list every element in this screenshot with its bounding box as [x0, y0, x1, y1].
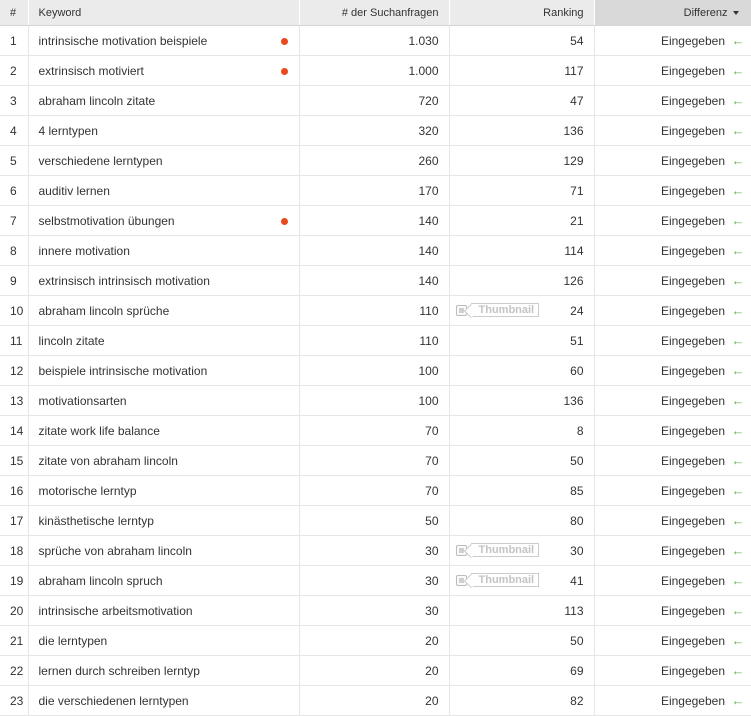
- ranking-value: 114: [564, 243, 584, 258]
- table-row[interactable]: [0, 626, 751, 656]
- keyword-cell[interactable]: [28, 506, 299, 536]
- status-dot-icon: [281, 38, 288, 45]
- ranking-cell: [449, 356, 594, 386]
- row-index: 20: [0, 596, 28, 626]
- keyword-text: abraham lincoln zitate: [38, 93, 156, 108]
- ranking-cell: [449, 116, 594, 146]
- sort-caret-icon: [733, 11, 739, 15]
- table-row[interactable]: [0, 116, 751, 146]
- ranking-value: 60: [570, 363, 584, 378]
- table-row[interactable]: [0, 476, 751, 506]
- ranking-value: 8: [576, 423, 584, 438]
- search-volume: 30: [299, 536, 449, 566]
- keyword-text: verschiedene lerntypen: [38, 153, 163, 168]
- row-index: 21: [0, 626, 28, 656]
- ranking-value: 21: [570, 213, 584, 228]
- keyword-text: beispiele intrinsische motivation: [38, 363, 208, 378]
- difference-cell: [594, 476, 751, 506]
- ranking-cell: [449, 686, 594, 716]
- ranking-cell: [449, 26, 594, 56]
- keyword-cell[interactable]: [28, 416, 299, 446]
- search-volume: 110: [299, 296, 449, 326]
- search-volume: 140: [299, 236, 449, 266]
- keyword-cell[interactable]: [28, 626, 299, 656]
- thumbnail-tag[interactable]: [456, 303, 540, 317]
- ranking-value: 54: [570, 33, 584, 48]
- arrow-left-icon: ←: [731, 573, 745, 588]
- row-index: 2: [0, 56, 28, 86]
- difference-text: Eingegeben: [660, 94, 725, 108]
- row-index: 14: [0, 416, 28, 446]
- table-row[interactable]: [0, 506, 751, 536]
- ranking-value: 113: [564, 603, 584, 618]
- table-row[interactable]: [0, 266, 751, 296]
- ranking-value: 71: [570, 183, 584, 198]
- difference-text: Eingegeben: [660, 244, 725, 258]
- keyword-cell[interactable]: [28, 566, 299, 596]
- table-row[interactable]: [0, 296, 751, 326]
- column-header-searches[interactable]: # der Suchanfragen: [299, 0, 449, 26]
- row-index: 23: [0, 686, 28, 716]
- keyword-cell[interactable]: [28, 116, 299, 146]
- difference-text: Eingegeben: [660, 64, 725, 78]
- difference-text: Eingegeben: [660, 664, 725, 678]
- keyword-text: die lerntypen: [38, 633, 108, 648]
- ranking-cell: [449, 626, 594, 656]
- keyword-cell[interactable]: [28, 206, 299, 236]
- ranking-cell: [449, 326, 594, 356]
- keyword-text: extrinsisch motiviert: [38, 63, 144, 78]
- keyword-text: abraham lincoln sprüche: [38, 303, 170, 318]
- search-volume: 1.000: [299, 56, 449, 86]
- ranking-cell: [449, 386, 594, 416]
- keyword-cell[interactable]: [28, 296, 299, 326]
- ranking-value: 51: [570, 333, 584, 348]
- keyword-cell[interactable]: [28, 56, 299, 86]
- ranking-value: 41: [570, 573, 584, 588]
- ranking-cell: [449, 596, 594, 626]
- table-row[interactable]: [0, 686, 751, 716]
- row-index: 9: [0, 266, 28, 296]
- ranking-cell: [449, 476, 594, 506]
- keyword-text: die verschiedenen lerntypen: [38, 693, 189, 708]
- table-row[interactable]: [0, 416, 751, 446]
- arrow-left-icon: ←: [731, 453, 745, 468]
- keyword-cell[interactable]: [28, 356, 299, 386]
- table-header-row: [0, 0, 751, 26]
- row-index: 16: [0, 476, 28, 506]
- arrow-left-icon: ←: [731, 333, 745, 348]
- row-index: 17: [0, 506, 28, 536]
- difference-text: Eingegeben: [660, 124, 725, 138]
- table-row[interactable]: [0, 386, 751, 416]
- keyword-cell[interactable]: [28, 386, 299, 416]
- difference-text: Eingegeben: [660, 574, 725, 588]
- arrow-left-icon: ←: [731, 483, 745, 498]
- row-index: 15: [0, 446, 28, 476]
- row-index: 5: [0, 146, 28, 176]
- ranking-cell: [449, 446, 594, 476]
- table-row[interactable]: [0, 26, 751, 56]
- column-header-index[interactable]: #: [0, 0, 28, 26]
- thumbnail-tag[interactable]: [456, 573, 540, 587]
- search-volume: 20: [299, 626, 449, 656]
- arrow-left-icon: ←: [731, 543, 745, 558]
- difference-text: Eingegeben: [660, 694, 725, 708]
- status-dot-icon: [281, 218, 288, 225]
- keyword-text: intrinsische arbeitsmotivation: [38, 603, 193, 618]
- difference-text: Eingegeben: [660, 514, 725, 528]
- keyword-cell[interactable]: [28, 26, 299, 56]
- keyword-text: extrinsisch intrinsisch motivation: [38, 273, 210, 288]
- difference-text: Eingegeben: [660, 154, 725, 168]
- table-row[interactable]: [0, 356, 751, 386]
- arrow-left-icon: ←: [731, 33, 745, 48]
- row-index: 8: [0, 236, 28, 266]
- difference-text: Eingegeben: [660, 484, 725, 498]
- arrow-left-icon: ←: [731, 93, 745, 108]
- ranking-cell: [449, 176, 594, 206]
- ranking-value: 80: [570, 513, 584, 528]
- search-volume: 140: [299, 266, 449, 296]
- search-volume: 70: [299, 416, 449, 446]
- ranking-value: 69: [570, 663, 584, 678]
- keyword-cell[interactable]: [28, 536, 299, 566]
- difference-text: Eingegeben: [660, 364, 725, 378]
- difference-cell: [594, 536, 751, 566]
- difference-text: Eingegeben: [660, 604, 725, 618]
- ranking-cell: [449, 296, 594, 326]
- ranking-cell: [449, 146, 594, 176]
- row-index: 18: [0, 536, 28, 566]
- arrow-left-icon: ←: [731, 63, 745, 78]
- table-row[interactable]: [0, 236, 751, 266]
- keyword-cell[interactable]: [28, 446, 299, 476]
- difference-text: Eingegeben: [660, 544, 725, 558]
- keyword-text: lernen durch schreiben lerntyp: [38, 663, 200, 678]
- row-index: 10: [0, 296, 28, 326]
- thumbnail-label: Thumbnail: [471, 543, 540, 557]
- ranking-value: 136: [563, 393, 584, 408]
- ranking-value: 129: [563, 153, 584, 168]
- ranking-cell: [449, 536, 594, 566]
- difference-text: Eingegeben: [660, 184, 725, 198]
- ranking-cell: [449, 266, 594, 296]
- keyword-text: zitate work life balance: [38, 423, 160, 438]
- search-volume: 70: [299, 476, 449, 506]
- ranking-value: 30: [570, 543, 584, 558]
- ranking-cell: [449, 56, 594, 86]
- search-volume: 100: [299, 356, 449, 386]
- arrow-left-icon: ←: [731, 273, 745, 288]
- search-volume: 30: [299, 566, 449, 596]
- table-body: [0, 26, 751, 716]
- difference-cell: [594, 26, 751, 56]
- search-volume: 100: [299, 386, 449, 416]
- table-row[interactable]: [0, 536, 751, 566]
- ranking-cell: [449, 416, 594, 446]
- status-dot-icon: [281, 68, 288, 75]
- thumbnail-label: Thumbnail: [471, 573, 540, 587]
- keyword-cell[interactable]: [28, 86, 299, 116]
- difference-cell: [594, 356, 751, 386]
- table-row[interactable]: [0, 56, 751, 86]
- column-header-difference[interactable]: [594, 0, 751, 26]
- arrow-left-icon: ←: [731, 153, 745, 168]
- difference-cell: [594, 146, 751, 176]
- ranking-cell: [449, 656, 594, 686]
- search-volume: 720: [299, 86, 449, 116]
- difference-text: Eingegeben: [660, 424, 725, 438]
- row-index: 19: [0, 566, 28, 596]
- difference-text: Eingegeben: [660, 304, 725, 318]
- difference-text: Eingegeben: [660, 634, 725, 648]
- search-volume: 70: [299, 446, 449, 476]
- difference-cell: [594, 266, 751, 296]
- difference-cell: [594, 596, 751, 626]
- keyword-text: motivationsarten: [38, 393, 127, 408]
- row-index: 12: [0, 356, 28, 386]
- table-row[interactable]: [0, 446, 751, 476]
- ranking-value: 24: [570, 303, 584, 318]
- ranking-value: 136: [563, 123, 584, 138]
- row-index: 13: [0, 386, 28, 416]
- search-volume: 20: [299, 656, 449, 686]
- difference-cell: [594, 236, 751, 266]
- ranking-value: 50: [570, 453, 584, 468]
- row-index: 4: [0, 116, 28, 146]
- difference-cell: [594, 416, 751, 446]
- row-index: 6: [0, 176, 28, 206]
- keyword-cell[interactable]: [28, 656, 299, 686]
- search-volume: 260: [299, 146, 449, 176]
- keyword-text: innere motivation: [38, 243, 130, 258]
- difference-cell: [594, 566, 751, 596]
- arrow-left-icon: ←: [731, 663, 745, 678]
- search-volume: 20: [299, 686, 449, 716]
- arrow-left-icon: ←: [731, 303, 745, 318]
- search-volume: 50: [299, 506, 449, 536]
- keyword-text: sprüche von abraham lincoln: [38, 543, 192, 558]
- arrow-left-icon: ←: [731, 123, 745, 138]
- ranking-cell: [449, 206, 594, 236]
- difference-cell: [594, 116, 751, 146]
- arrow-left-icon: ←: [731, 633, 745, 648]
- keyword-cell[interactable]: [28, 596, 299, 626]
- keyword-text: lincoln zitate: [38, 333, 105, 348]
- keyword-cell[interactable]: [28, 146, 299, 176]
- difference-cell: [594, 686, 751, 716]
- keyword-text: selbstmotivation übungen: [38, 213, 175, 228]
- ranking-cell: [449, 236, 594, 266]
- arrow-left-icon: ←: [731, 393, 745, 408]
- keyword-text: intrinsische motivation beispiele: [38, 33, 208, 48]
- column-header-difference-label: Differenz: [683, 6, 728, 19]
- ranking-value: 85: [570, 483, 584, 498]
- column-header-ranking[interactable]: Ranking: [449, 0, 594, 26]
- table-row[interactable]: [0, 566, 751, 596]
- search-volume: 30: [299, 596, 449, 626]
- keyword-text: zitate von abraham lincoln: [38, 453, 178, 468]
- difference-cell: [594, 176, 751, 206]
- difference-text: Eingegeben: [660, 34, 725, 48]
- difference-text: Eingegeben: [660, 214, 725, 228]
- ranking-value: 126: [563, 273, 584, 288]
- keyword-text: auditiv lernen: [38, 183, 110, 198]
- column-header-keyword[interactable]: Keyword: [28, 0, 299, 26]
- difference-cell: [594, 656, 751, 686]
- difference-cell: [594, 386, 751, 416]
- search-volume: 320: [299, 116, 449, 146]
- row-index: 11: [0, 326, 28, 356]
- thumbnail-tag[interactable]: [456, 543, 540, 557]
- thumbnail-label: Thumbnail: [471, 303, 540, 317]
- arrow-left-icon: ←: [731, 423, 745, 438]
- keyword-cell[interactable]: [28, 326, 299, 356]
- keyword-cell[interactable]: [28, 236, 299, 266]
- difference-cell: [594, 296, 751, 326]
- arrow-left-icon: ←: [731, 513, 745, 528]
- keyword-cell[interactable]: [28, 176, 299, 206]
- row-index: 1: [0, 26, 28, 56]
- arrow-left-icon: ←: [731, 603, 745, 618]
- difference-cell: [594, 86, 751, 116]
- difference-cell: [594, 206, 751, 236]
- ranking-cell: [449, 506, 594, 536]
- arrow-left-icon: ←: [731, 213, 745, 228]
- search-volume: 1.030: [299, 26, 449, 56]
- ranking-value: 47: [570, 93, 584, 108]
- keyword-cell[interactable]: [28, 266, 299, 296]
- arrow-left-icon: ←: [731, 693, 745, 708]
- keyword-text: motorische lerntyp: [38, 483, 137, 498]
- arrow-left-icon: ←: [731, 243, 745, 258]
- difference-text: Eingegeben: [660, 454, 725, 468]
- difference-cell: [594, 326, 751, 356]
- difference-text: Eingegeben: [660, 394, 725, 408]
- difference-cell: [594, 506, 751, 536]
- arrow-left-icon: ←: [731, 363, 745, 378]
- arrow-left-icon: ←: [731, 183, 745, 198]
- table-row[interactable]: [0, 176, 751, 206]
- table-row[interactable]: [0, 596, 751, 626]
- keyword-text: kinästhetische lerntyp: [38, 513, 154, 528]
- ranking-cell: [449, 86, 594, 116]
- keyword-text: abraham lincoln spruch: [38, 573, 163, 588]
- search-volume: 140: [299, 206, 449, 236]
- ranking-value: 50: [570, 633, 584, 648]
- difference-cell: [594, 56, 751, 86]
- row-index: 7: [0, 206, 28, 236]
- table-row[interactable]: [0, 656, 751, 686]
- ranking-value: 82: [570, 693, 584, 708]
- keyword-text: 4 lerntypen: [38, 123, 98, 138]
- table-row[interactable]: [0, 326, 751, 356]
- row-index: 22: [0, 656, 28, 686]
- table-row[interactable]: [0, 206, 751, 236]
- search-volume: 110: [299, 326, 449, 356]
- ranking-value: 117: [564, 63, 584, 78]
- difference-text: Eingegeben: [660, 274, 725, 288]
- difference-text: Eingegeben: [660, 334, 725, 348]
- ranking-cell: [449, 566, 594, 596]
- table-row[interactable]: [0, 146, 751, 176]
- search-volume: 170: [299, 176, 449, 206]
- difference-cell: [594, 446, 751, 476]
- table-row[interactable]: [0, 86, 751, 116]
- keyword-cell[interactable]: [28, 476, 299, 506]
- row-index: 3: [0, 86, 28, 116]
- keyword-cell[interactable]: [28, 686, 299, 716]
- difference-cell: [594, 626, 751, 656]
